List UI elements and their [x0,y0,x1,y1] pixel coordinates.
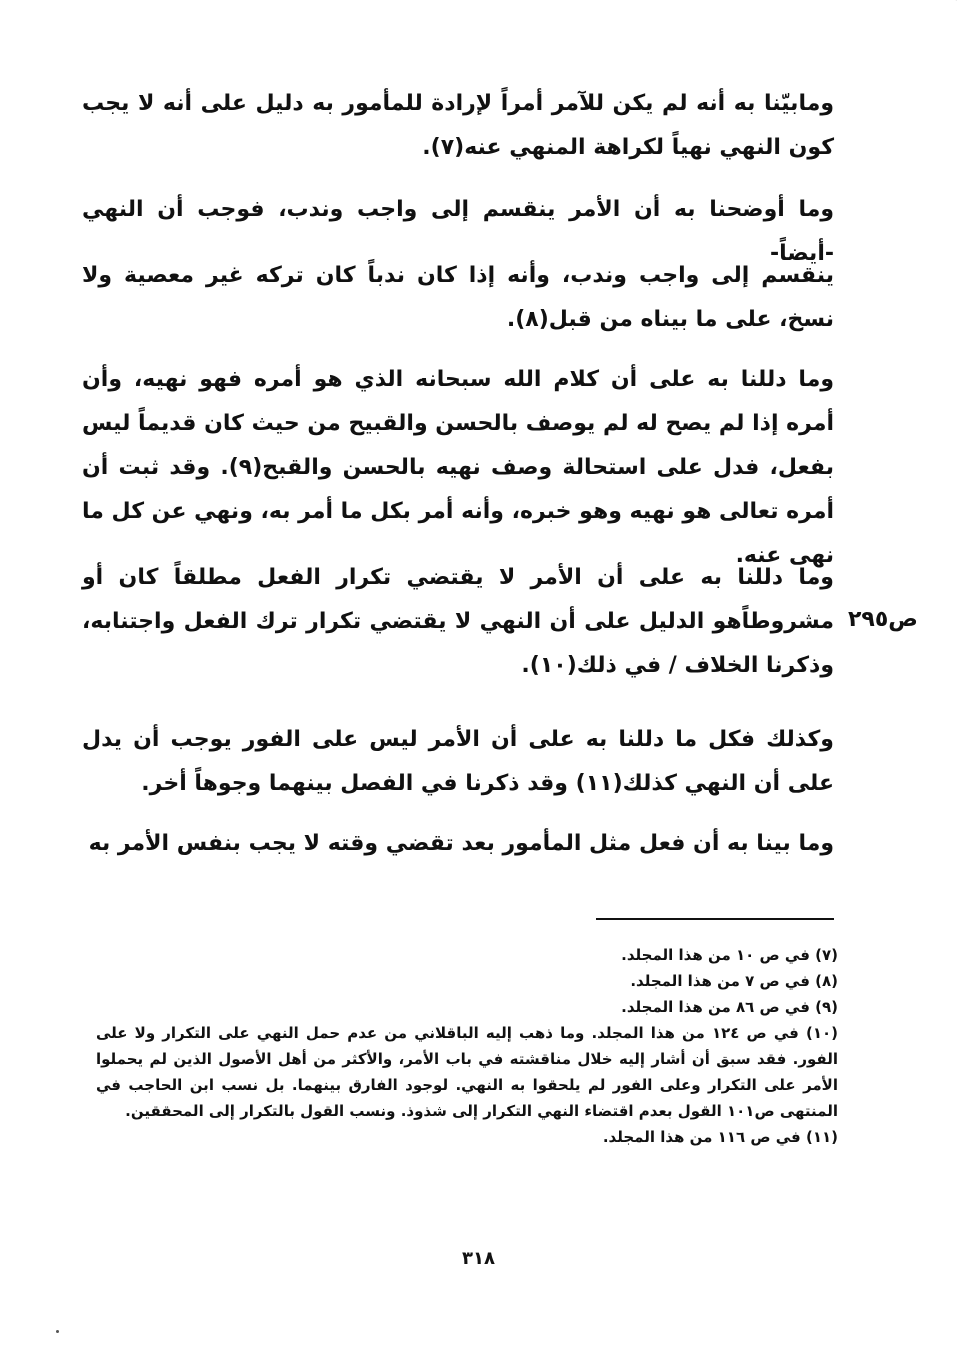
paragraph-7: وما بينا به أن فعل مثل المأمور بعد تقضي وقته لا يجب بنفس الأمر به [88,831,834,856]
page-corner-mark [900,0,957,31]
footnote-7: (٧) في ص ١٠ من هذا المجلد. [621,946,838,964]
footnote-9: (٩) في ص ٨٦ من هذا المجلد. [621,998,838,1016]
footnote-8: (٨) في ص ٧ من هذا المجلد. [630,972,838,990]
paragraph-2: وما أوضحنا به أن الأمر ينقسم إلى واجب وندب، فوجب أن النهي -أيضاً- [82,197,834,266]
page-number: ٣١٨ [462,1248,495,1269]
margin-page-reference: ص٢٩٥ [848,607,918,632]
scan-speck [56,1330,59,1333]
footnote-10: (١٠) في ص ١٢٤ من هذا المجلد. وما ذهب إليه الباقلاني من عدم حمل النهي على التكرار ولا على الفور. فقد سبق أن أشار إليه خلال مناقشته في باب الأمر، والأكثر من أهل الأصول الذين لم يحملوا الأمر على التكرار وعلى الفور لم يلحقوا به النهي. لوجود الفارق بينهما. بل نسب ابن الحاجب في المنتهى ص١٠١ القول بعدم اقتضاء النهي التكرار إلى شذوذ. ونسب القول بالتكرار إلى المحققين. [96,1024,838,1120]
paragraph-6: وكذلك فكل ما دللنا به على أن الأمر ليس على الفور يوجب أن يدل على أن النهي كذلك(١١) وقد ذكرنا في الفصل بينهما وجوهاً أخر. [82,727,834,796]
footnote-11: (١١) في ص ١١٦ من هذا المجلد. [602,1128,838,1146]
paragraph-3: ينقسم إلى واجب وندب، وأنه إذا كان ندباً كان تركه غير معصية ولا نسخ، على ما بيناه من قبل(٨). [82,263,834,332]
paragraph-1: ومابيّنا به أنه لم يكن للآمر أمراً لإرادة للمأمور به دليل على أنه لا يجب كون النهي نهياً لكراهة المنهي عنه(٧). [82,91,834,160]
footnote-separator [596,918,834,920]
paragraph-5: وما دللنا به على أن الأمر لا يقتضي تكرار الفعل مطلقاً كان أو مشروطاًهو الدليل على أن النهي لا يقتضي تكرار ترك الفعل واجتنابه، وذكرنا الخلاف / في ذلك(١٠). [82,565,834,678]
footnotes [96,942,838,1150]
paragraph-4: وما دللنا به على أن كلام الله سبحانه الذي هو أمره فهو نهيه، وأن أمره إذا لم يصح له لم يوصف بالحسن والقبيح من حيث كان قديماً ليس بفعل، فدل على استحالة وصف نهيه بالحسن والقبح(٩). وقد ثبت أن أمره تعالى هو نهيه وهو خبره، وأنه أمر بكل ما أمر به، ونهي عن كل ما نهى عنه. [82,367,834,568]
